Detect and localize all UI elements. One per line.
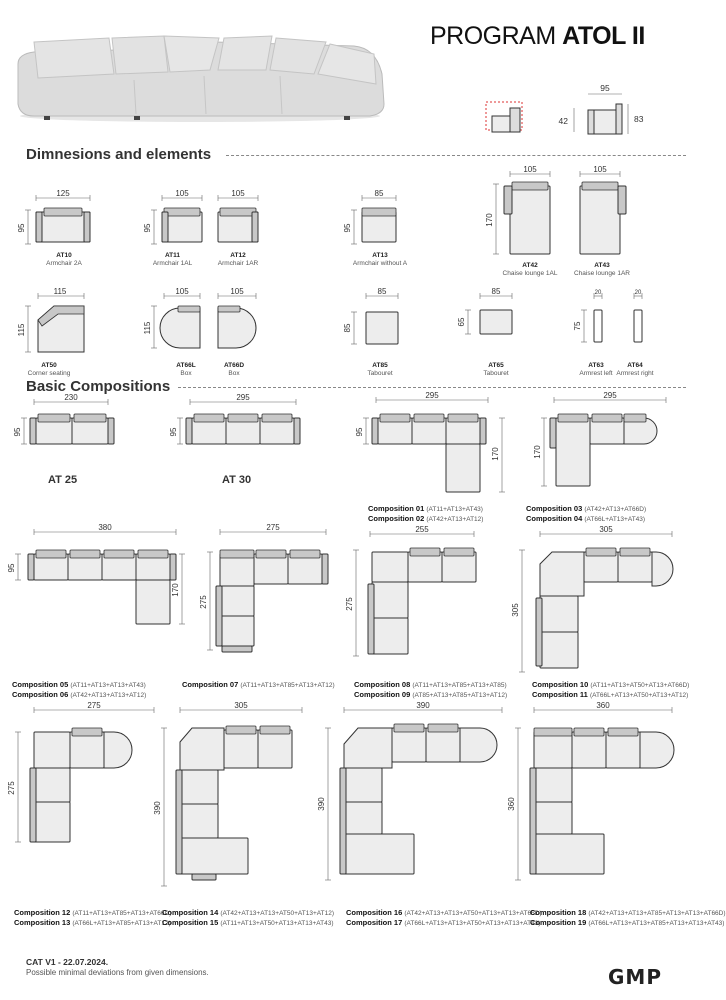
corner-module — [344, 728, 392, 768]
composition-parts: (AT42+AT13+AT13+AT50+AT13+AT12) — [220, 910, 334, 917]
module — [618, 186, 626, 214]
basic-composition-at30 — [166, 394, 316, 464]
basic-composition-label: AT 30 — [222, 474, 252, 486]
module — [216, 586, 222, 646]
dimension-label: 360 — [507, 797, 516, 811]
module — [170, 554, 176, 580]
element-label — [166, 362, 206, 378]
backrest — [72, 728, 102, 736]
backrest — [74, 414, 106, 422]
element-code: AT42 — [522, 262, 538, 269]
basic-composition-label: AT 25 — [48, 474, 78, 486]
module — [504, 186, 512, 214]
composition-label — [12, 680, 146, 700]
element-label — [570, 262, 634, 278]
page-title: PROGRAM ATOL II — [430, 22, 645, 50]
module — [162, 212, 168, 242]
composition-07 — [196, 524, 336, 664]
element-code: AT43 — [594, 262, 610, 269]
composition-parts: (AT42+AT13+AT66D) — [584, 506, 647, 513]
module — [580, 186, 620, 254]
dimension-label: 105 — [523, 165, 537, 174]
composition-parts: (AT85+AT13+AT85+AT13+AT12) — [412, 692, 508, 699]
element-at64 — [624, 286, 654, 366]
dimension-label: 85 — [491, 287, 501, 296]
element-label — [208, 252, 268, 268]
composition-title: Composition 07 — [182, 680, 239, 689]
dimension-label: 95 — [7, 563, 16, 573]
element-at12 — [212, 188, 272, 258]
dimension-label: 380 — [98, 523, 112, 532]
backrest — [138, 550, 168, 558]
composition-parts: (AT42+AT13+AT13+AT50+AT13+AT13+AT66D) — [404, 910, 542, 917]
gmp-logo: GMP — [608, 965, 662, 989]
dimension-label: 105 — [593, 165, 607, 174]
element-code: AT10 — [56, 252, 72, 259]
composition-title: Composition 18 — [530, 908, 587, 917]
dimension-label: 105 — [175, 287, 189, 296]
module — [222, 646, 252, 652]
module — [322, 554, 328, 584]
module — [426, 728, 460, 762]
dimension-label: 95 — [355, 427, 364, 437]
backrest — [220, 208, 256, 216]
dimension-label: 275 — [199, 595, 208, 609]
dimension-label: 305 — [599, 525, 613, 534]
backrest — [38, 414, 70, 422]
backrest — [582, 182, 618, 190]
dimension-label: 390 — [416, 701, 430, 710]
element-label — [500, 262, 560, 278]
backrest — [104, 550, 134, 558]
module — [34, 802, 70, 842]
element-name: Box — [180, 370, 192, 377]
box-module — [104, 732, 132, 768]
section-title-elements: Dimnesions and elements — [26, 146, 212, 163]
module — [534, 802, 572, 834]
dimension-label: 125 — [56, 189, 70, 198]
backrest — [178, 306, 200, 312]
module — [34, 732, 70, 768]
module — [446, 444, 480, 492]
module — [480, 310, 512, 334]
backrest — [512, 182, 548, 190]
composition-label — [162, 908, 334, 928]
dimension-label: 360 — [596, 701, 610, 710]
composition-parts: (AT11+AT13+AT85+AT13+AT12) — [240, 682, 335, 689]
element-code: AT85 — [372, 362, 388, 369]
element-name: Armchair 1AR — [217, 260, 259, 267]
dimension-label: 275 — [7, 781, 16, 795]
composition-label — [182, 680, 335, 690]
composition-parts: (AT11+AT13+AT50+AT13+AT13+AT43) — [220, 920, 334, 927]
element-at85 — [340, 286, 410, 366]
module — [536, 598, 542, 666]
module — [192, 874, 216, 880]
dimension-label: 95 — [17, 223, 26, 233]
module — [186, 418, 192, 444]
backrest — [262, 414, 292, 422]
element-code: AT12 — [230, 252, 246, 259]
module — [30, 418, 36, 444]
dimension-label: 295 — [236, 393, 250, 402]
module — [362, 212, 396, 242]
module — [30, 768, 36, 842]
composition-title: Composition 08 — [354, 680, 411, 689]
composition-10 — [508, 524, 688, 674]
module — [258, 730, 292, 768]
composition-label — [530, 908, 726, 928]
backrest — [574, 728, 604, 736]
backrest — [164, 208, 200, 216]
element-name: Armchair without A — [352, 260, 408, 267]
composition-title: Composition 15 — [162, 918, 219, 927]
composition-title: Composition 10 — [532, 680, 589, 689]
module — [510, 186, 550, 254]
module — [180, 804, 218, 838]
module — [224, 730, 258, 768]
dimension-label: 275 — [345, 597, 354, 611]
composition-14 — [152, 702, 312, 892]
element-name: Chaise lounge 1AL — [502, 270, 558, 277]
module — [84, 212, 90, 242]
backrest — [558, 414, 588, 422]
element-label — [576, 362, 616, 378]
composition-label — [526, 504, 646, 524]
composition-title: Composition 13 — [14, 918, 71, 927]
module — [180, 770, 218, 804]
composition-parts: (AT66L+AT13+AT50+AT13+AT12) — [589, 692, 689, 699]
backrest — [380, 414, 410, 422]
box-module — [218, 308, 256, 348]
dimension-label: 105 — [231, 189, 245, 198]
dimension-label: 85 — [377, 287, 387, 296]
composition-parts: (AT11+AT13+AT13+AT43) — [70, 682, 146, 689]
dimension-label: 105 — [230, 287, 244, 296]
element-code: AT64 — [627, 362, 643, 369]
element-name: Armrest right — [616, 370, 654, 377]
composition-title: Composition 02 — [368, 514, 425, 523]
element-code: AT63 — [588, 362, 604, 369]
backrest — [226, 726, 256, 734]
dimension-label: 170 — [485, 213, 494, 227]
dimension-label: 230 — [64, 393, 78, 402]
composition-label — [532, 680, 689, 700]
module — [108, 418, 114, 444]
dimension-label: 170 — [171, 583, 180, 597]
composition-label — [354, 680, 507, 700]
dimension-label: 95 — [143, 223, 152, 233]
module — [34, 768, 70, 802]
dimension-label: 305 — [234, 701, 248, 710]
backrest — [608, 728, 638, 736]
module — [530, 768, 536, 874]
composition-parts: (AT11+AT13+AT85+AT13+AT85) — [412, 682, 507, 689]
module — [594, 310, 602, 342]
dimension-label: 20 — [634, 290, 642, 296]
element-name: Armchair 2A — [46, 260, 82, 267]
module — [220, 586, 254, 616]
element-at63 — [566, 286, 606, 366]
element-label — [344, 252, 416, 268]
composition-parts: (AT11+AT13+AT85+AT13+AT66D) — [72, 910, 172, 917]
module — [534, 732, 572, 768]
module — [392, 728, 426, 762]
backrest — [592, 414, 622, 422]
backrest — [624, 414, 646, 422]
module — [634, 310, 642, 342]
composition-parts: (AT11+AT13+AT50+AT13+AT66D) — [590, 682, 690, 689]
module — [572, 732, 606, 768]
composition-08 — [342, 524, 490, 664]
element-label — [14, 252, 114, 268]
composition-title: Composition 04 — [526, 514, 583, 523]
element-code: AT11 — [164, 252, 181, 259]
backrest — [410, 548, 440, 556]
dimension-label: 275 — [266, 523, 280, 532]
module — [344, 834, 414, 874]
module — [344, 802, 382, 834]
deviation-note: Possible minimal deviations from given dimensions. — [26, 968, 209, 977]
element-at11 — [140, 188, 205, 258]
module — [344, 768, 382, 802]
element-at10 — [14, 188, 114, 258]
dimension-label: 115 — [143, 321, 152, 335]
element-name: Armrest left — [579, 370, 613, 377]
corner-module — [540, 552, 584, 596]
composition-label — [346, 908, 542, 928]
backrest — [36, 550, 66, 558]
element-label — [214, 362, 254, 378]
dim-seat: 42 — [558, 116, 568, 126]
module — [254, 554, 288, 584]
composition-16 — [314, 702, 514, 892]
sofa-photo — [14, 34, 386, 126]
dim-width: 95 — [600, 83, 610, 93]
element-code: AT13 — [372, 252, 388, 259]
composition-parts: (AT42+AT13+AT13+AT85+AT13+AT13+AT66D) — [588, 910, 726, 917]
dimension-label: 95 — [169, 427, 178, 437]
element-at13 — [340, 188, 410, 258]
composition-05 — [4, 524, 190, 634]
dimension-label: 275 — [87, 701, 101, 710]
module — [36, 212, 90, 242]
composition-parts: (AT42+AT13+AT12) — [426, 516, 484, 523]
element-name: Tabouret — [483, 370, 509, 377]
composition-parts: (AT66L+AT13+AT85+AT13+AT12) — [72, 920, 171, 927]
dimension-label: 170 — [533, 445, 542, 459]
element-name: Box — [228, 370, 240, 377]
module — [534, 834, 604, 874]
module — [584, 552, 618, 582]
element-label — [350, 362, 410, 378]
composition-title: Composition 11 — [532, 690, 588, 699]
backrest — [44, 208, 82, 216]
dimension-label: 255 — [415, 525, 429, 534]
composition-18 — [504, 702, 684, 892]
dimension-label: 105 — [175, 189, 189, 198]
backrest — [448, 414, 478, 422]
element-label — [614, 362, 656, 378]
backrest — [218, 306, 240, 312]
module — [368, 584, 374, 654]
module — [366, 312, 398, 344]
composition-parts: (AT66L+AT13+AT13+AT50+AT13+AT13+AT43) — [404, 920, 541, 927]
dimension-label: 20 — [594, 290, 602, 296]
module — [442, 552, 476, 582]
element-name: Tabouret — [367, 370, 393, 377]
section-divider — [226, 155, 686, 156]
element-at66l — [140, 286, 210, 366]
element-label — [140, 252, 205, 268]
module — [180, 838, 248, 874]
section-title-compositions: Basic Compositions — [26, 378, 171, 395]
dimension-label: 75 — [573, 321, 582, 331]
backrest — [428, 724, 458, 732]
module — [372, 618, 408, 654]
module — [220, 554, 254, 586]
module — [288, 554, 322, 584]
composition-title: Composition 01 — [368, 504, 425, 513]
header-dimension-drawing — [478, 80, 648, 144]
backrest — [220, 550, 254, 558]
corner-module — [180, 728, 224, 770]
dimension-label: 170 — [491, 447, 500, 461]
module — [550, 418, 556, 448]
composition-label — [368, 504, 483, 524]
dimension-label: 95 — [13, 427, 22, 437]
module — [70, 732, 104, 768]
composition-12 — [4, 702, 168, 882]
element-at42 — [480, 164, 555, 264]
element-code: AT50 — [41, 362, 57, 369]
dimension-label: 115 — [53, 287, 67, 296]
dimension-label: 65 — [457, 317, 466, 327]
dimension-label: 85 — [343, 323, 352, 333]
module — [176, 770, 182, 874]
element-at43 — [570, 164, 640, 264]
composition-title: Composition 06 — [12, 690, 69, 699]
catalog-version: CAT V1 - 22.07.2024. — [26, 957, 109, 967]
composition-parts: (AT66L+AT13+AT43) — [584, 516, 646, 523]
composition-title: Composition 09 — [354, 690, 411, 699]
backrest — [194, 414, 224, 422]
composition-title: Composition 05 — [12, 680, 69, 689]
composition-parts: (AT11+AT13+AT43) — [426, 506, 483, 513]
composition-parts: (AT42+AT13+AT13+AT12) — [70, 692, 147, 699]
composition-03 — [530, 392, 680, 502]
element-name: Chaise lounge 1AR — [573, 270, 630, 277]
box-module — [652, 552, 673, 586]
backrest — [414, 414, 444, 422]
module — [136, 580, 170, 624]
composition-title: Composition 14 — [162, 908, 219, 917]
element-code: AT66L — [176, 362, 196, 369]
composition-title: Composition 19 — [530, 918, 587, 927]
backrest — [260, 726, 290, 734]
composition-01 — [352, 392, 512, 502]
element-code: AT65 — [488, 362, 504, 369]
element-at65 — [450, 286, 530, 366]
module — [220, 616, 254, 646]
dimension-label: 95 — [343, 223, 352, 233]
module — [540, 596, 578, 632]
dimension-label: 295 — [425, 391, 439, 400]
composition-title: Composition 12 — [14, 908, 71, 917]
backrest — [362, 208, 396, 216]
backrest — [620, 548, 650, 556]
composition-title: Composition 03 — [526, 504, 583, 513]
dimension-label: 390 — [317, 797, 326, 811]
composition-label — [14, 908, 171, 928]
dimension-label: 85 — [374, 189, 384, 198]
module — [36, 212, 42, 242]
module — [252, 212, 258, 242]
module — [408, 552, 442, 582]
module — [372, 552, 408, 582]
backrest — [70, 550, 100, 558]
backrest — [256, 550, 286, 558]
module — [372, 418, 378, 444]
element-at50 — [14, 286, 94, 366]
box-module — [640, 732, 674, 768]
dimension-label: 390 — [153, 801, 162, 815]
module — [540, 632, 578, 668]
element-code: AT66D — [223, 362, 245, 369]
section-divider — [178, 387, 686, 388]
dimension-label: 305 — [511, 603, 520, 617]
dim-depth: 83 — [634, 114, 644, 124]
backrest — [444, 548, 474, 556]
backrest — [586, 548, 616, 556]
module — [372, 582, 408, 618]
box-module — [460, 728, 497, 762]
module — [28, 554, 34, 580]
module — [618, 552, 652, 582]
dimension-label: 295 — [603, 391, 617, 400]
box-module — [160, 308, 200, 348]
element-name: Armchair 1AL — [152, 260, 193, 267]
module — [534, 768, 572, 802]
element-name: Corner seating — [27, 370, 71, 377]
composition-title: Composition 17 — [346, 918, 403, 927]
element-at66d — [212, 286, 272, 366]
module — [556, 418, 590, 486]
element-label — [14, 362, 84, 378]
module — [294, 418, 300, 444]
module — [606, 732, 640, 768]
backrest — [394, 724, 424, 732]
basic-composition-at25 — [10, 394, 120, 464]
composition-title: Composition 16 — [346, 908, 403, 917]
backrest — [534, 728, 572, 736]
module — [480, 418, 486, 444]
element-label — [466, 362, 526, 378]
composition-parts: (AT66L+AT13+AT13+AT85+AT13+AT13+AT43) — [588, 920, 725, 927]
backrest — [228, 414, 258, 422]
backrest — [290, 550, 320, 558]
dimension-label: 115 — [17, 323, 26, 337]
module — [340, 768, 346, 874]
